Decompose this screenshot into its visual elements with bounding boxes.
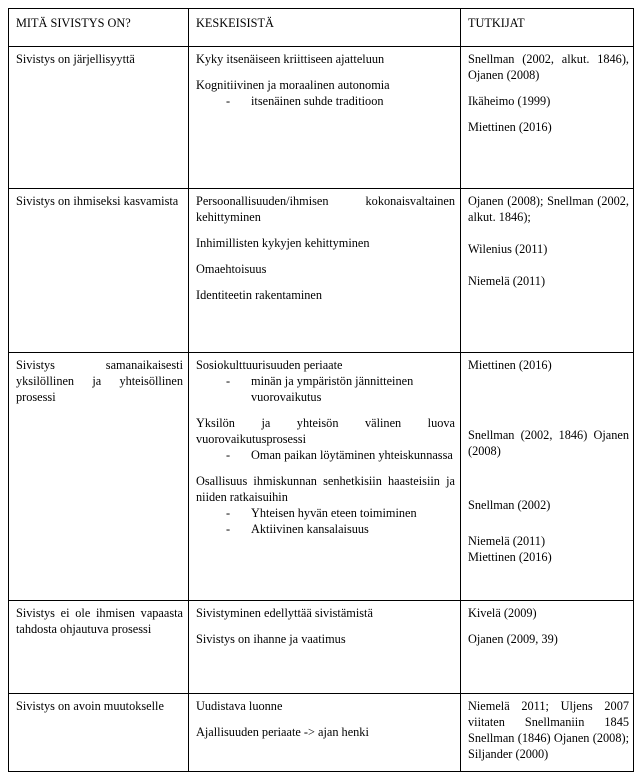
key-item-text: Sosiokulttuurisuuden periaate xyxy=(196,358,343,372)
researcher-entry: Snellman (2002, alkut. 1846), Ojanen (2008) xyxy=(468,52,629,82)
key-item: Omaehtoisuus xyxy=(196,262,267,276)
key-item: Sivistyminen edellyttää sivistämistä xyxy=(196,606,373,620)
key-item: Ajallisuuden periaate -> ajan henki xyxy=(196,725,369,739)
key-item xyxy=(196,415,455,463)
topic-cell: Sivistys samanaikaisesti yksilöllinen ja yhteisöllinen prosessi xyxy=(9,353,189,601)
sub-item: - Aktiivinen kansalaisuus xyxy=(226,521,455,537)
key-item: Kyky itsenäiseen kriittiseen ajatteluun xyxy=(196,52,385,66)
key-item: Sivistys on ihanne ja vaatimus xyxy=(196,632,346,646)
sub-item: - minän ja ympäristön jännitteinen vuorovaikutus xyxy=(226,373,455,405)
key-cell xyxy=(189,189,461,353)
researcher-entry: Miettinen (2016) xyxy=(468,120,552,134)
researcher-entry: Niemelä 2011; Uljens 2007 viitaten Snellmaniin 1845 Snellman (1846) Ojanen (2008); Siljander (2000) xyxy=(468,699,629,761)
key-cell xyxy=(189,353,461,601)
researcher-entry: Ikäheimo (1999) xyxy=(468,94,551,108)
researchers-cell xyxy=(461,189,634,353)
researcher-entry: Wilenius (2011) xyxy=(468,242,548,256)
sivistys-table xyxy=(8,8,634,772)
key-item: Identiteetin rakentaminen xyxy=(196,288,322,302)
header-cell-topic: MITÄ SIVISTYS ON? xyxy=(9,9,189,47)
researcher-entry: Niemelä (2011) xyxy=(468,274,546,288)
researcher-entry: Miettinen (2016) xyxy=(468,550,552,564)
header-cell-researchers: TUTKIJAT xyxy=(461,9,634,47)
sub-item: - itsenäinen suhde traditioon xyxy=(226,93,455,109)
researcher-entry: Snellman (2002, 1846) Ojanen (2008) xyxy=(468,428,629,458)
key-item-text: Kognitiivinen ja moraalinen autonomia xyxy=(196,78,390,92)
table-row xyxy=(9,694,634,772)
key-item-text: Osallisuus ihmiskunnan senhetkisiin haasteisiin ja niiden ratkaisuihin xyxy=(196,474,455,504)
topic-cell: Sivistys on avoin muutokselle xyxy=(9,694,189,772)
sub-item: - Oman paikan löytäminen yhteiskunnassa xyxy=(226,447,455,463)
header-row xyxy=(9,9,634,47)
researcher-entry: Ojanen (2009, 39) xyxy=(468,632,558,646)
topic-cell: Sivistys on ihmiseksi kasvamista xyxy=(9,189,189,353)
key-cell xyxy=(189,47,461,189)
researcher-entry: Snellman (2002) xyxy=(468,498,551,512)
key-item: Inhimillisten kykyjen kehittyminen xyxy=(196,236,370,250)
key-item xyxy=(196,357,455,405)
table-row xyxy=(9,47,634,189)
topic-cell: Sivistys ei ole ihmisen vapaasta tahdosta ohjautuva prosessi xyxy=(9,601,189,694)
key-item: Persoonallisuuden/ihmisen kokonaisvaltainen kehittyminen xyxy=(196,194,455,224)
table-row xyxy=(9,353,634,601)
researchers-cell xyxy=(461,47,634,189)
key-item: Uudistava luonne xyxy=(196,699,283,713)
header-cell-key: KESKEISISTÄ xyxy=(189,9,461,47)
table-row xyxy=(9,189,634,353)
key-item xyxy=(196,473,455,537)
key-cell xyxy=(189,601,461,694)
researcher-entry: Kivelä (2009) xyxy=(468,606,537,620)
researchers-cell xyxy=(461,601,634,694)
researchers-cell xyxy=(461,353,634,601)
sub-item: - Yhteisen hyvän eteen toimiminen xyxy=(226,505,455,521)
researchers-cell xyxy=(461,694,634,772)
key-item xyxy=(196,77,455,109)
key-cell xyxy=(189,694,461,772)
topic-cell: Sivistys on järjellisyyttä xyxy=(9,47,189,189)
table-row xyxy=(9,601,634,694)
researcher-entry: Miettinen (2016) xyxy=(468,358,552,372)
researcher-entry: Ojanen (2008); Snellman (2002, alkut. 1846); xyxy=(468,194,629,224)
researcher-entry: Niemelä (2011) xyxy=(468,534,546,548)
key-item-text: Yksilön ja yhteisön välinen luova vuorovaikutusprosessi xyxy=(196,416,455,446)
